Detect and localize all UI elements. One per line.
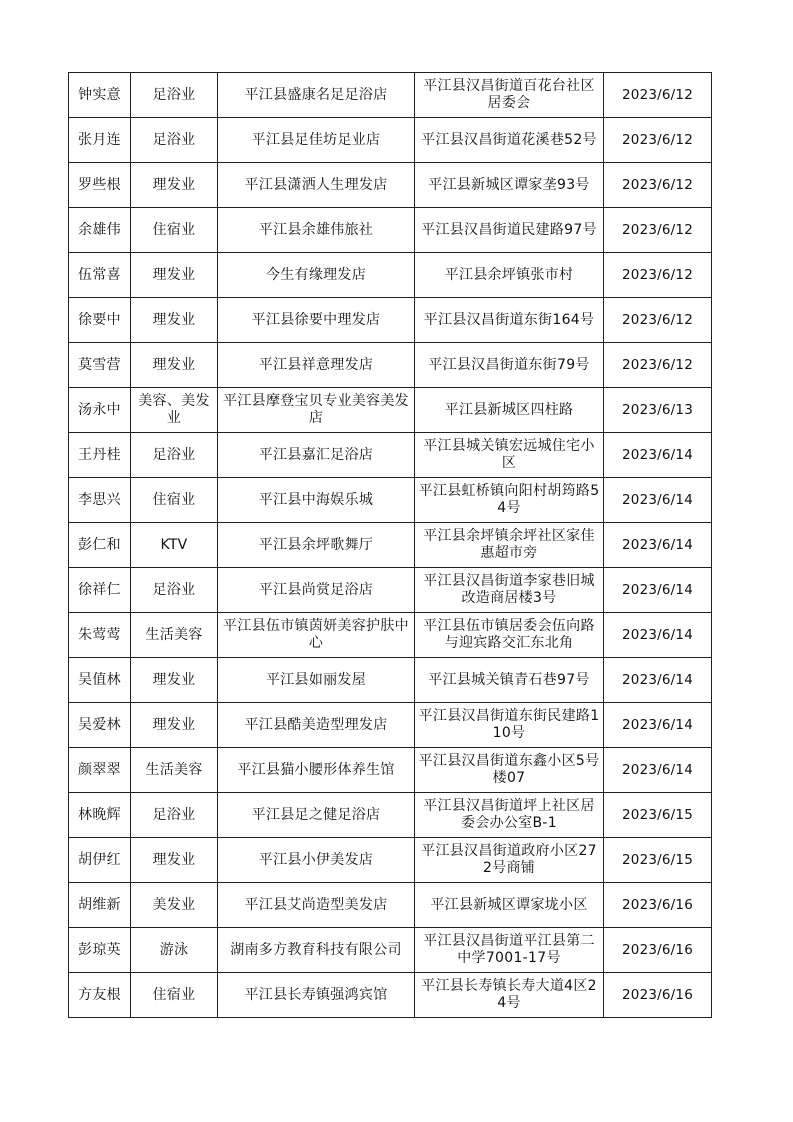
owner-name-cell: 罗些根 xyxy=(69,163,131,208)
address-cell: 平江县余坪镇余坪社区家佳惠超市旁 xyxy=(415,523,604,568)
owner-name-cell: 颜翠翠 xyxy=(69,748,131,793)
shop-name-cell: 平江县摩登宝贝专业美容美发店 xyxy=(218,388,415,433)
table-row xyxy=(69,118,712,163)
address-cell: 平江县汉昌街道东街79号 xyxy=(415,343,604,388)
table-row xyxy=(69,208,712,253)
industry-cell: 理发业 xyxy=(131,163,218,208)
date-cell: 2023/6/14 xyxy=(604,523,712,568)
address-cell: 平江县新城区四柱路 xyxy=(415,388,604,433)
industry-cell: KTV xyxy=(131,523,218,568)
table-row xyxy=(69,928,712,973)
date-cell: 2023/6/15 xyxy=(604,793,712,838)
date-cell: 2023/6/14 xyxy=(604,658,712,703)
industry-cell: 生活美容 xyxy=(131,748,218,793)
table-row xyxy=(69,793,712,838)
records-table xyxy=(68,72,712,1018)
owner-name-cell: 伍常喜 xyxy=(69,253,131,298)
shop-name-cell: 平江县祥意理发店 xyxy=(218,343,415,388)
industry-cell: 理发业 xyxy=(131,253,218,298)
shop-name-cell: 湖南多方教育科技有限公司 xyxy=(218,928,415,973)
date-cell: 2023/6/13 xyxy=(604,388,712,433)
table-row xyxy=(69,433,712,478)
owner-name-cell: 张月连 xyxy=(69,118,131,163)
industry-cell: 游泳 xyxy=(131,928,218,973)
shop-name-cell: 平江县猫小腰形体养生馆 xyxy=(218,748,415,793)
date-cell: 2023/6/12 xyxy=(604,118,712,163)
date-cell: 2023/6/12 xyxy=(604,208,712,253)
shop-name-cell: 今生有缘理发店 xyxy=(218,253,415,298)
address-cell: 平江县汉昌街道东鑫小区5号楼07 xyxy=(415,748,604,793)
table-row xyxy=(69,568,712,613)
date-cell: 2023/6/12 xyxy=(604,343,712,388)
industry-cell: 理发业 xyxy=(131,703,218,748)
owner-name-cell: 胡维新 xyxy=(69,883,131,928)
owner-name-cell: 徐要中 xyxy=(69,298,131,343)
date-cell: 2023/6/14 xyxy=(604,613,712,658)
owner-name-cell: 王丹桂 xyxy=(69,433,131,478)
address-cell: 平江县汉昌街道坪上社区居委会办公室B-1 xyxy=(415,793,604,838)
date-cell: 2023/6/12 xyxy=(604,73,712,118)
industry-cell: 美发业 xyxy=(131,883,218,928)
address-cell: 平江县汉昌街道政府小区272号商铺 xyxy=(415,838,604,883)
date-cell: 2023/6/12 xyxy=(604,253,712,298)
date-cell: 2023/6/12 xyxy=(604,298,712,343)
owner-name-cell: 汤永中 xyxy=(69,388,131,433)
industry-cell: 足浴业 xyxy=(131,73,218,118)
date-cell: 2023/6/16 xyxy=(604,883,712,928)
industry-cell: 理发业 xyxy=(131,838,218,883)
industry-cell: 理发业 xyxy=(131,298,218,343)
industry-cell: 住宿业 xyxy=(131,208,218,253)
address-cell: 平江县虹桥镇向阳村胡筠路54号 xyxy=(415,478,604,523)
address-cell: 平江县汉昌街道民建路97号 xyxy=(415,208,604,253)
owner-name-cell: 徐祥仁 xyxy=(69,568,131,613)
shop-name-cell: 平江县小伊美发店 xyxy=(218,838,415,883)
table-row xyxy=(69,703,712,748)
table-row xyxy=(69,613,712,658)
owner-name-cell: 吴值林 xyxy=(69,658,131,703)
industry-cell: 生活美容 xyxy=(131,613,218,658)
shop-name-cell: 平江县伍市镇茵妍美容护肤中心 xyxy=(218,613,415,658)
address-cell: 平江县汉昌街道李家巷旧城改造商居楼3号 xyxy=(415,568,604,613)
address-cell: 平江县汉昌街道百花台社区居委会 xyxy=(415,73,604,118)
shop-name-cell: 平江县足佳坊足业店 xyxy=(218,118,415,163)
address-cell: 平江县长寿镇长寿大道4区24号 xyxy=(415,973,604,1018)
shop-name-cell: 平江县中海娱乐城 xyxy=(218,478,415,523)
table-row xyxy=(69,478,712,523)
address-cell: 平江县余坪镇张市村 xyxy=(415,253,604,298)
shop-name-cell: 平江县尚赏足浴店 xyxy=(218,568,415,613)
industry-cell: 理发业 xyxy=(131,658,218,703)
address-cell: 平江县汉昌街道平江县第二中学7001-17号 xyxy=(415,928,604,973)
address-cell: 平江县新城区谭家垅小区 xyxy=(415,883,604,928)
table-row xyxy=(69,973,712,1018)
table-row xyxy=(69,73,712,118)
shop-name-cell: 平江县长寿镇强鸿宾馆 xyxy=(218,973,415,1018)
owner-name-cell: 钟实意 xyxy=(69,73,131,118)
owner-name-cell: 余雄伟 xyxy=(69,208,131,253)
date-cell: 2023/6/15 xyxy=(604,838,712,883)
industry-cell: 足浴业 xyxy=(131,568,218,613)
owner-name-cell: 李思兴 xyxy=(69,478,131,523)
industry-cell: 住宿业 xyxy=(131,973,218,1018)
shop-name-cell: 平江县足之健足浴店 xyxy=(218,793,415,838)
date-cell: 2023/6/14 xyxy=(604,703,712,748)
date-cell: 2023/6/14 xyxy=(604,433,712,478)
table-row xyxy=(69,523,712,568)
shop-name-cell: 平江县艾尚造型美发店 xyxy=(218,883,415,928)
address-cell: 平江县伍市镇居委会伍向路与迎宾路交汇东北角 xyxy=(415,613,604,658)
shop-name-cell: 平江县盛康名足足浴店 xyxy=(218,73,415,118)
owner-name-cell: 彭琼英 xyxy=(69,928,131,973)
table-row xyxy=(69,253,712,298)
table-row xyxy=(69,748,712,793)
table-row xyxy=(69,658,712,703)
date-cell: 2023/6/16 xyxy=(604,973,712,1018)
industry-cell: 足浴业 xyxy=(131,793,218,838)
address-cell: 平江县新城区谭家垄93号 xyxy=(415,163,604,208)
date-cell: 2023/6/16 xyxy=(604,928,712,973)
address-cell: 平江县汉昌街道东街民建路110号 xyxy=(415,703,604,748)
owner-name-cell: 胡伊红 xyxy=(69,838,131,883)
shop-name-cell: 平江县余雄伟旅社 xyxy=(218,208,415,253)
address-cell: 平江县汉昌街道东街164号 xyxy=(415,298,604,343)
owner-name-cell: 莫雪营 xyxy=(69,343,131,388)
shop-name-cell: 平江县如丽发屋 xyxy=(218,658,415,703)
owner-name-cell: 方友根 xyxy=(69,973,131,1018)
records-body xyxy=(69,73,712,1018)
industry-cell: 理发业 xyxy=(131,343,218,388)
table-row xyxy=(69,343,712,388)
table-row xyxy=(69,838,712,883)
date-cell: 2023/6/14 xyxy=(604,748,712,793)
industry-cell: 美容、美发业 xyxy=(131,388,218,433)
date-cell: 2023/6/14 xyxy=(604,568,712,613)
industry-cell: 足浴业 xyxy=(131,433,218,478)
address-cell: 平江县城关镇青石巷97号 xyxy=(415,658,604,703)
date-cell: 2023/6/14 xyxy=(604,478,712,523)
shop-name-cell: 平江县潇洒人生理发店 xyxy=(218,163,415,208)
table-row xyxy=(69,883,712,928)
shop-name-cell: 平江县酷美造型理发店 xyxy=(218,703,415,748)
shop-name-cell: 平江县余坪歌舞厅 xyxy=(218,523,415,568)
table-row xyxy=(69,388,712,433)
address-cell: 平江县汉昌街道花溪巷52号 xyxy=(415,118,604,163)
shop-name-cell: 平江县嘉汇足浴店 xyxy=(218,433,415,478)
date-cell: 2023/6/12 xyxy=(604,163,712,208)
owner-name-cell: 朱莺莺 xyxy=(69,613,131,658)
industry-cell: 足浴业 xyxy=(131,118,218,163)
owner-name-cell: 吴爱林 xyxy=(69,703,131,748)
industry-cell: 住宿业 xyxy=(131,478,218,523)
address-cell: 平江县城关镇宏远城住宅小区 xyxy=(415,433,604,478)
table-row xyxy=(69,298,712,343)
owner-name-cell: 彭仁和 xyxy=(69,523,131,568)
shop-name-cell: 平江县徐要中理发店 xyxy=(218,298,415,343)
table-row xyxy=(69,163,712,208)
owner-name-cell: 林晚辉 xyxy=(69,793,131,838)
